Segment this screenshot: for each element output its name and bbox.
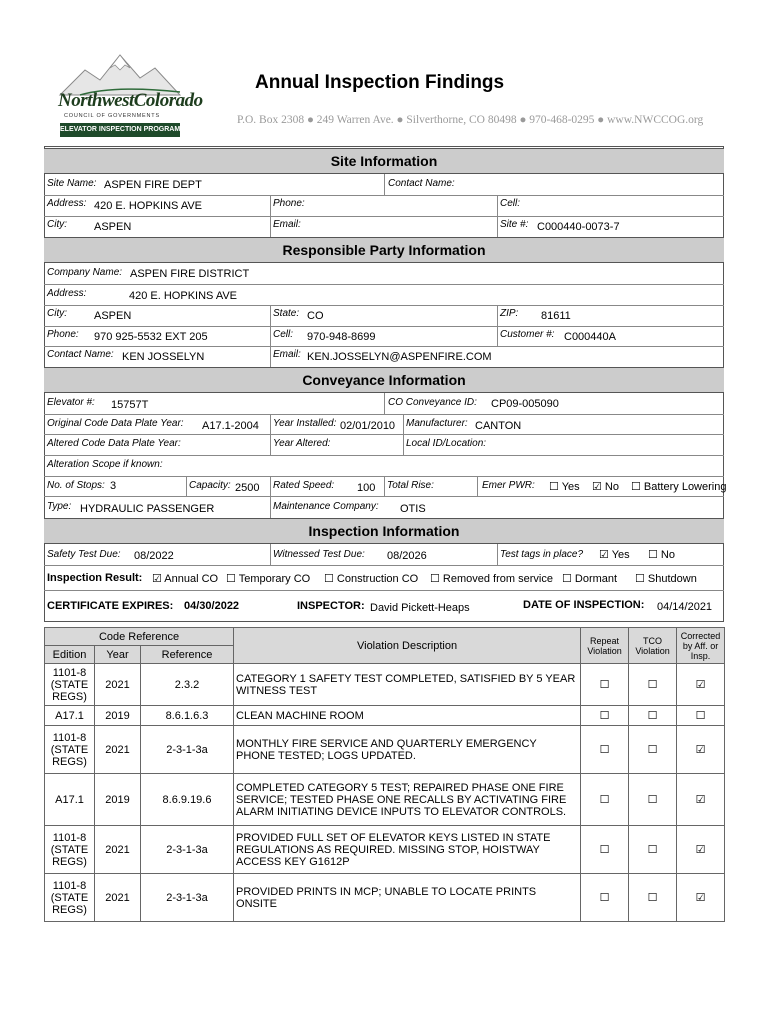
divider xyxy=(384,476,385,496)
tco-violation-header: TCO Violation xyxy=(629,628,677,664)
divider xyxy=(44,195,724,196)
repeat-violation-header: Repeat Violation xyxy=(581,628,629,664)
tags-label: Test tags in place? xyxy=(500,549,584,560)
party-state-value: CO xyxy=(307,310,324,322)
manufacturer-value: CANTON xyxy=(475,420,522,432)
elevator-label: Elevator #: xyxy=(47,397,95,408)
site-number-label: Site #: xyxy=(500,219,529,230)
divider xyxy=(384,174,385,195)
divider xyxy=(270,305,271,367)
corrected-checkbox[interactable]: ☑ xyxy=(677,774,725,826)
co-id-label: CO Conveyance ID: xyxy=(388,397,477,408)
result-dormant-checkbox[interactable]: ☐ Dormant xyxy=(562,573,618,585)
year-altered-label: Year Altered: xyxy=(273,438,331,449)
witnessed-test-label: Witnessed Test Due: xyxy=(273,549,365,560)
violation-row xyxy=(45,706,725,726)
repeat-violation-checkbox[interactable]: ☐ xyxy=(581,774,629,826)
corrected-checkbox[interactable]: ☑ xyxy=(677,664,725,706)
violation-year: 2021 xyxy=(95,726,141,774)
rated-speed-value: 100 xyxy=(357,482,376,494)
divider xyxy=(44,216,724,217)
violation-description: PROVIDED PRINTS IN MCP; UNABLE TO LOCATE PRINTS ONSITE xyxy=(234,874,581,922)
corrected-checkbox[interactable]: ☑ xyxy=(677,726,725,774)
tco-violation-checkbox[interactable]: ☐ xyxy=(629,874,677,922)
violation-reference: 8.6.9.19.6 xyxy=(141,774,234,826)
site-number-value: C000440-0073-7 xyxy=(537,221,620,233)
violation-row xyxy=(45,664,725,706)
repeat-violation-checkbox[interactable]: ☐ xyxy=(581,664,629,706)
party-phone-value: 970 925-5532 EXT 205 xyxy=(94,331,208,343)
party-zip-label: ZIP: xyxy=(500,308,519,319)
inspector-value: David Pickett-Heaps xyxy=(370,602,470,614)
repeat-violation-checkbox[interactable]: ☐ xyxy=(581,874,629,922)
site-address-label: Address: xyxy=(47,198,87,209)
inspector-label: INSPECTOR: xyxy=(297,600,365,612)
violation-reference: 8.6.1.6.3 xyxy=(141,706,234,726)
violation-row xyxy=(45,826,725,874)
divider xyxy=(44,414,724,415)
divider xyxy=(44,455,724,456)
logo-subtitle: COUNCIL OF GOVERNMENTS xyxy=(64,113,160,119)
violation-year: 2021 xyxy=(95,664,141,706)
year-header: Year xyxy=(95,646,141,664)
violation-reference: 2.3.2 xyxy=(141,664,234,706)
violations-table xyxy=(44,627,725,922)
violation-reference: 2-3-1-3a xyxy=(141,726,234,774)
tco-violation-checkbox[interactable]: ☐ xyxy=(629,726,677,774)
tco-violation-checkbox[interactable]: ☐ xyxy=(629,706,677,726)
site-name-label: Site Name: xyxy=(47,178,97,189)
year-installed-label: Year Installed: xyxy=(273,418,337,429)
total-rise-label: Total Rise: xyxy=(387,480,434,491)
result-construction-co-checkbox[interactable]: ☐ Construction CO xyxy=(324,573,419,585)
violation-year: 2019 xyxy=(95,774,141,826)
emer-battery-checkbox[interactable]: ☐ Battery Lowering xyxy=(631,481,727,493)
tco-violation-checkbox[interactable]: ☐ xyxy=(629,774,677,826)
stops-label: No. of Stops: xyxy=(47,480,105,491)
cert-expires-label: CERTIFICATE EXPIRES: xyxy=(47,600,174,612)
customer-label: Customer #: xyxy=(500,329,555,340)
cert-expires-value: 04/30/2022 xyxy=(184,600,240,612)
violation-description: MONTHLY FIRE SERVICE AND QUARTERLY EMERGENCY PHONE TESTED; LOGS UPDATED. xyxy=(234,726,581,774)
divider xyxy=(44,326,724,327)
maint-label: Maintenance Company: xyxy=(273,501,379,512)
inspection-date-label: DATE OF INSPECTION: xyxy=(523,599,645,611)
repeat-violation-checkbox[interactable]: ☐ xyxy=(581,706,629,726)
party-email-label: Email: xyxy=(273,349,301,360)
site-address-value: 420 E. HOPKINS AVE xyxy=(94,200,203,212)
divider xyxy=(44,565,724,566)
repeat-violation-checkbox[interactable]: ☐ xyxy=(581,826,629,874)
divider xyxy=(44,305,724,306)
company-value: ASPEN FIRE DISTRICT xyxy=(130,268,250,280)
divider xyxy=(497,544,498,565)
violation-edition: A17.1 xyxy=(45,774,95,826)
alteration-scope-label: Alteration Scope if known: xyxy=(47,459,163,470)
corrected-checkbox[interactable]: ☐ xyxy=(677,706,725,726)
tags-no-checkbox[interactable]: ☐ No xyxy=(648,549,675,561)
party-email-value: KEN.JOSSELYN@ASPENFIRE.COM xyxy=(307,351,492,363)
violation-year: 2021 xyxy=(95,826,141,874)
violation-edition: A17.1 xyxy=(45,706,95,726)
violation-edition: 1101-8 (STATE REGS) xyxy=(45,726,95,774)
violation-row xyxy=(45,726,725,774)
party-city-label: City: xyxy=(47,308,67,319)
violation-row xyxy=(45,874,725,922)
divider xyxy=(270,544,271,565)
divider xyxy=(270,476,271,518)
type-value: HYDRAULIC PASSENGER xyxy=(80,503,215,515)
edition-header: Edition xyxy=(45,646,95,664)
maint-value: OTIS xyxy=(400,503,426,515)
corrected-checkbox[interactable]: ☑ xyxy=(677,874,725,922)
violation-year: 2019 xyxy=(95,706,141,726)
contact-name-label: Contact Name: xyxy=(388,178,455,189)
logo-name: NorthwestColorado xyxy=(58,90,203,111)
orig-code-value: A17.1-2004 xyxy=(202,420,259,432)
party-cell-label: Cell: xyxy=(273,329,294,340)
site-name-value: ASPEN FIRE DEPT xyxy=(104,179,202,191)
emer-pwr-label: Emer PWR: xyxy=(482,480,535,491)
type-label: Type: xyxy=(47,501,72,512)
divider xyxy=(44,284,724,285)
party-contact-label: Contact Name: xyxy=(47,349,114,360)
document-title: Annual Inspection Findings xyxy=(255,72,505,93)
party-heading: Responsible Party Information xyxy=(44,237,724,263)
emer-yes-checkbox[interactable]: ☐ Yes xyxy=(549,481,580,493)
site-email-label: Email: xyxy=(273,219,301,230)
corrected-header: Corrected by Aff. or Insp. xyxy=(677,628,725,664)
violation-edition: 1101-8 (STATE REGS) xyxy=(45,664,95,706)
violation-description: CATEGORY 1 SAFETY TEST COMPLETED, SATISFIED BY 5 YEAR WITNESS TEST xyxy=(234,664,581,706)
divider xyxy=(384,393,385,414)
violation-row xyxy=(45,774,725,826)
rated-speed-label: Rated Speed: xyxy=(273,480,335,491)
manufacturer-label: Manufacturer: xyxy=(406,418,468,429)
reference-header: Reference xyxy=(141,646,234,664)
violation-reference: 2-3-1-3a xyxy=(141,874,234,922)
result-removed-checkbox[interactable]: ☐ Removed from service xyxy=(430,573,553,585)
violation-edition: 1101-8 (STATE REGS) xyxy=(45,826,95,874)
violation-description: PROVIDED FULL SET OF ELEVATOR KEYS LISTED IN STATE REGULATIONS AS REQUIRED. MISSING STOP, HOISTWAY ACCESS KEY G1612P xyxy=(234,826,581,874)
logo-program: ELEVATOR INSPECTION PROGRAM xyxy=(60,123,180,137)
divider xyxy=(44,496,724,497)
result-label: Inspection Result: xyxy=(47,572,143,584)
divider xyxy=(186,476,187,496)
result-temporary-co-checkbox[interactable]: ☐ Temporary CO xyxy=(226,573,311,585)
address-line: P.O. Box 2308 ● 249 Warren Ave. ● Silverthorne, CO 80498 ● 970-468-0295 ● www.NWCCOG.org xyxy=(237,114,704,126)
site-info-heading: Site Information xyxy=(44,148,724,174)
customer-value: C000440A xyxy=(564,331,616,343)
party-phone-label: Phone: xyxy=(47,329,79,340)
divider xyxy=(44,590,724,591)
result-shutdown-checkbox[interactable]: ☐ Shutdown xyxy=(635,573,697,585)
altered-code-label: Altered Code Data Plate Year: xyxy=(47,438,181,449)
description-header: Violation Description xyxy=(234,628,581,664)
violation-description: COMPLETED CATEGORY 5 TEST; REPAIRED PHASE ONE FIRE SERVICE; TESTED PHASE ONE RECALLS BY ACTIVATING FIRE ALARM INITIATING DEVICE INPUTS TO ELEVATOR CONTROLS. xyxy=(234,774,581,826)
party-contact-value: KEN JOSSELYN xyxy=(122,351,205,363)
witnessed-test-value: 08/2026 xyxy=(387,550,427,562)
capacity-label: Capacity: xyxy=(189,480,231,491)
party-cell-value: 970-948-8699 xyxy=(307,331,376,343)
violation-edition: 1101-8 (STATE REGS) xyxy=(45,874,95,922)
inspection-heading: Inspection Information xyxy=(44,518,724,544)
safety-test-value: 08/2022 xyxy=(134,550,174,562)
tco-violation-checkbox[interactable]: ☐ xyxy=(629,664,677,706)
local-id-label: Local ID/Location: xyxy=(406,438,487,449)
inspection-date-value: 04/14/2021 xyxy=(657,601,713,613)
violation-reference: 2-3-1-3a xyxy=(141,826,234,874)
capacity-value: 2500 xyxy=(235,482,260,494)
year-installed-value: 02/01/2010 xyxy=(340,420,396,432)
elevator-value: 15757T xyxy=(111,399,149,411)
corrected-checkbox[interactable]: ☑ xyxy=(677,826,725,874)
site-phone-label: Phone: xyxy=(273,198,305,209)
repeat-violation-checkbox[interactable]: ☐ xyxy=(581,726,629,774)
party-address-value: 420 E. HOPKINS AVE xyxy=(129,290,238,302)
code-reference-header: Code Reference xyxy=(45,628,234,646)
tco-violation-checkbox[interactable]: ☐ xyxy=(629,826,677,874)
result-annual-co-checkbox[interactable]: ☑ Annual CO xyxy=(152,573,219,585)
site-city-value: ASPEN xyxy=(94,221,132,233)
co-id-value: CP09-005090 xyxy=(491,398,559,410)
party-state-label: State: xyxy=(273,308,300,319)
emer-no-checkbox[interactable]: ☑ No xyxy=(592,481,619,493)
tags-yes-checkbox[interactable]: ☑ Yes xyxy=(599,549,630,561)
divider xyxy=(477,476,478,496)
conveyance-heading: Conveyance Information xyxy=(44,367,724,393)
divider xyxy=(44,434,724,435)
party-city-value: ASPEN xyxy=(94,310,132,322)
company-label: Company Name: xyxy=(47,267,123,278)
party-address-label: Address: xyxy=(47,288,87,299)
safety-test-label: Safety Test Due: xyxy=(47,549,121,560)
divider xyxy=(44,346,724,347)
stops-value: 3 xyxy=(110,480,117,492)
site-city-label: City: xyxy=(47,219,67,230)
violation-description: CLEAN MACHINE ROOM xyxy=(234,706,581,726)
party-zip-value: 81611 xyxy=(541,310,571,322)
orig-code-label: Original Code Data Plate Year: xyxy=(47,418,184,429)
site-cell-label: Cell: xyxy=(500,198,521,209)
violation-year: 2021 xyxy=(95,874,141,922)
